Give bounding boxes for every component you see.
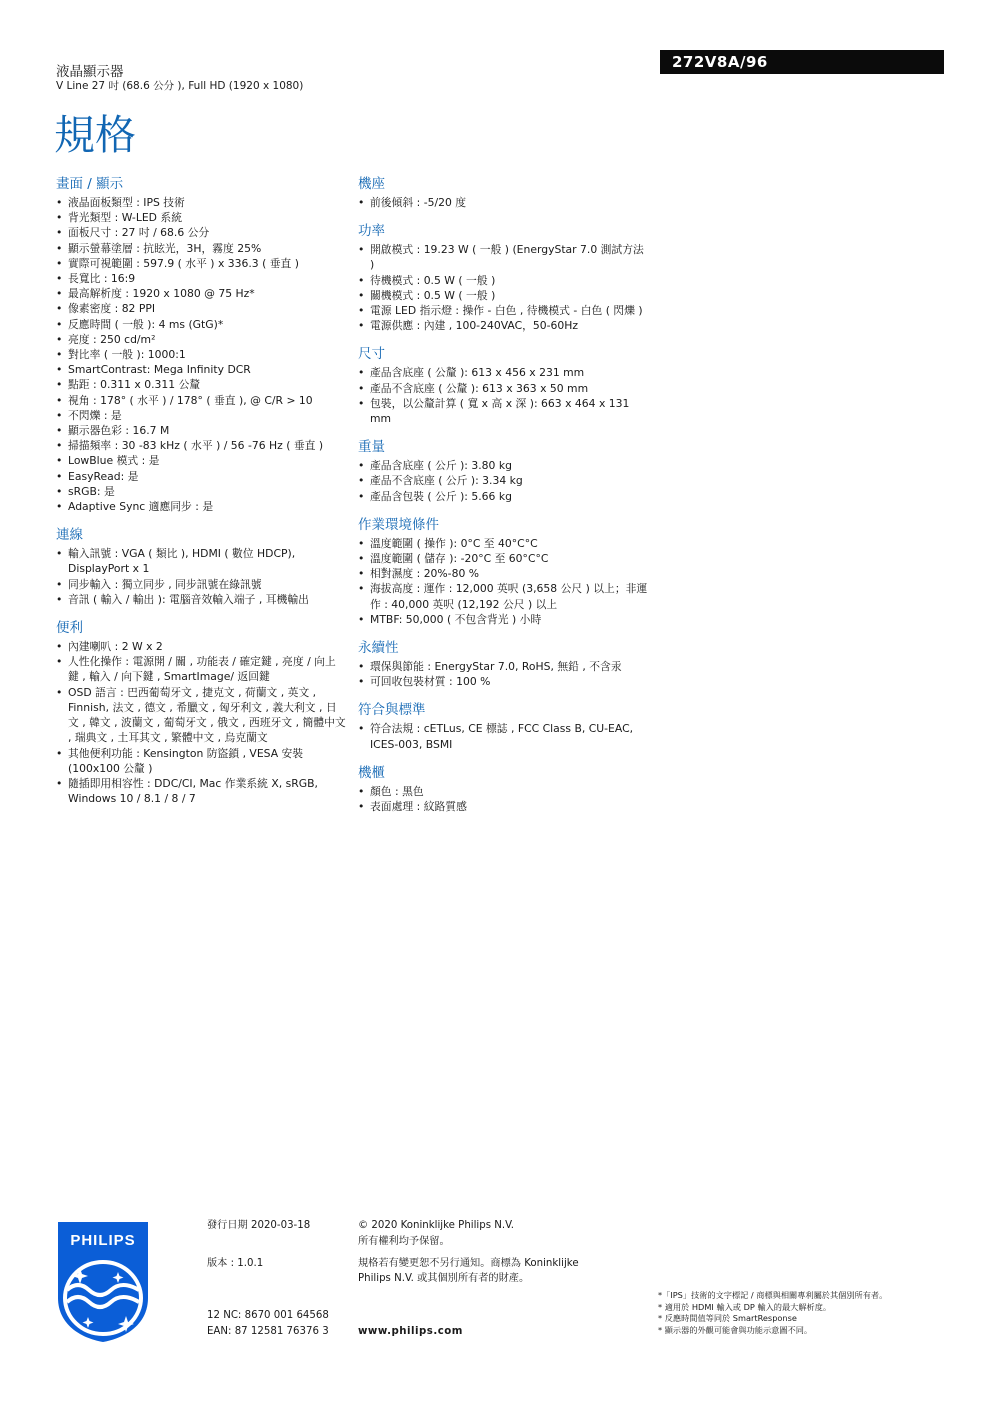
spec-section — [358, 702, 648, 751]
rights-reserved: 所有權利均予保留。 — [358, 1236, 450, 1247]
spec-item: • 溫度範圍 ( 操作 ): 0°C 至 40°C°C — [358, 536, 648, 551]
spec-item: • 液晶面板類型 : IPS 技術 — [56, 195, 346, 210]
spec-item: • EasyRead: 是 — [56, 469, 346, 484]
spec-item: • 前後傾斜 : -5/20 度 — [358, 195, 648, 210]
spec-item: • 電源供應 : 內建 , 100-240VAC，50-60Hz — [358, 318, 648, 333]
spec-section — [56, 176, 346, 514]
spec-item: • 內建喇叭 : 2 W x 2 — [56, 639, 346, 654]
website-link[interactable]: www.philips.com — [358, 1326, 463, 1337]
spec-list — [358, 659, 648, 689]
spec-item: • 顯示器色彩 : 16.7 M — [56, 423, 346, 438]
spec-item: • 長寬比 : 16:9 — [56, 271, 346, 286]
spec-item: • 顯示螢幕塗層 : 抗眩光，3H，霧度 25% — [56, 241, 346, 256]
spec-item: • MTBF: 50,000 ( 不包含背光 ) 小時 — [358, 612, 648, 627]
section-title: 符合與標準 — [358, 702, 426, 719]
spec-item: • 可回收包裝材質 : 100 % — [358, 674, 648, 689]
spec-item: • 溫度範圍 ( 儲存 ): -20°C 至 60°C°C — [358, 551, 648, 566]
spec-item: • 對比率 ( 一般 ): 1000:1 — [56, 347, 346, 362]
spec-list — [358, 195, 648, 210]
spec-item: • OSD 語言 : 巴西葡萄牙文 , 捷克文 , 荷蘭文 , 英文 , Finnish, 法文 , 德文 , 希臘文 , 匈牙利文 , 義大利文 , 日文 , 韓文 , 波蘭文 , 葡萄牙文 , 俄文 , 西班牙文 , 簡體中文 , 瑞典文 , 土耳其文 , 繁體中文 , 烏克蘭文 — [56, 685, 346, 746]
spec-list — [358, 536, 648, 627]
spec-item: • 符合法規 : cETLus, CE 標誌 , FCC Class B, CU-EAC, ICES-003, BSMI — [358, 721, 648, 751]
spec-item: • 顏色 : 黑色 — [358, 784, 648, 799]
page-title: 規格 — [54, 111, 136, 159]
spec-item: • SmartContrast: Mega Infinity DCR — [56, 362, 346, 377]
spec-item: • 其他便利功能 : Kensington 防盜鎖 , VESA 安裝 (100x100 公釐 ) — [56, 746, 346, 776]
spec-item: • 音訊 ( 輸入 / 輸出 ): 電腦音效輸入端子 , 耳機輸出 — [56, 592, 346, 607]
spec-item: • Adaptive Sync 適應同步 : 是 — [56, 499, 346, 514]
section-title: 尺寸 — [358, 346, 385, 363]
spec-section — [358, 176, 648, 210]
footnote: * 適用於 HDMI 輸入或 DP 輸入的最大解析度。 — [658, 1301, 832, 1312]
spec-item: • 反應時間 ( 一般 ): 4 ms (GtG)* — [56, 317, 346, 332]
version: 版本 : 1.0.1 — [207, 1258, 264, 1269]
product-type: 液晶顯示器 — [56, 64, 124, 80]
notice-line-2: Philips N.V. 或其個別所有者的財產。 — [358, 1273, 530, 1284]
copyright: © 2020 Koninklijke Philips N.V. — [358, 1220, 515, 1231]
spec-list — [358, 365, 648, 426]
section-title: 功率 — [358, 223, 385, 240]
spec-item: • 視角 : 178° ( 水平 ) / 178° ( 垂直 ), @ C/R > 10 — [56, 393, 346, 408]
spec-list — [358, 242, 648, 333]
section-title: 連線 — [56, 527, 83, 544]
logo-text: PHILIPS — [70, 1232, 136, 1249]
footnote: *「IPS」技術的文字標記 / 商標與相關專利屬於其個別所有者。 — [658, 1290, 888, 1300]
spec-list — [358, 784, 648, 814]
issue-date: 發行日期 2020-03-18 — [207, 1220, 311, 1231]
spec-item: • 開啟模式 : 19.23 W ( 一般 ) (EnergyStar 7.0 測試方法 ) — [358, 242, 648, 272]
spec-item: • 產品含底座 ( 公釐 ): 613 x 456 x 231 mm — [358, 365, 648, 380]
spec-item: • 隨插即用相容性 : DDC/CI, Mac 作業系統 X, sRGB, Windows 10 / 8.1 / 8 / 7 — [56, 776, 346, 806]
spec-item: • 表面處理 : 紋路質感 — [358, 799, 648, 814]
notice-line-1: 規格若有變更恕不另行通知。商標為 Koninklijke — [358, 1258, 579, 1269]
model-bar — [660, 50, 944, 74]
spec-section — [358, 223, 648, 333]
spec-item: • 同步輸入 : 獨立同步 , 同步訊號在綠訊號 — [56, 577, 346, 592]
section-title: 重量 — [358, 439, 385, 456]
spec-item: • 不閃爍 : 是 — [56, 408, 346, 423]
spec-item: • 包裝，以公釐計算 ( 寬 x 高 x 深 ): 663 x 464 x 131 mm — [358, 396, 648, 426]
philips-shield-icon — [56, 1220, 150, 1344]
nc-number: 12 NC: 8670 001 64568 — [207, 1310, 329, 1321]
spec-section — [358, 640, 648, 689]
spec-section — [358, 765, 648, 814]
section-title: 畫面 / 顯示 — [56, 176, 124, 192]
spec-item: • 產品不含底座 ( 公釐 ): 613 x 363 x 50 mm — [358, 381, 648, 396]
spec-item: • 相對濕度 : 20%-80 % — [358, 566, 648, 581]
spec-item: • 待機模式 : 0.5 W ( 一般 ) — [358, 273, 648, 288]
spec-item: • 關機模式 : 0.5 W ( 一般 ) — [358, 288, 648, 303]
spec-section — [358, 346, 648, 426]
spec-item: • 人性化操作 : 電源開 / 關 , 功能表 / 確定鍵 , 亮度 / 向上鍵 , 輸入 / 向下鍵 , SmartImage/ 返回鍵 — [56, 654, 346, 684]
ean-number: EAN: 87 12581 76376 3 — [207, 1326, 329, 1337]
spec-item: • 海拔高度 : 運作 : 12,000 英呎 (3,658 公尺 ) 以上；非運作 : 40,000 英呎 (12,192 公尺 ) 以上 — [358, 581, 648, 611]
spec-list — [56, 639, 346, 806]
spec-section — [56, 620, 346, 806]
footnote: * 反應時間值等同於 SmartResponse — [658, 1313, 797, 1323]
spec-column-right — [358, 176, 648, 827]
philips-logo — [56, 1220, 150, 1348]
footnotes — [658, 1290, 887, 1336]
spec-list — [56, 546, 346, 607]
footnote: * 顯示器的外觀可能會與功能示意圖不同。 — [658, 1324, 813, 1335]
spec-column-left — [56, 176, 346, 819]
spec-item: • 輸入訊號 : VGA ( 類比 ), HDMI ( 數位 HDCP), DisplayPort x 1 — [56, 546, 346, 576]
model-number: 272V8A/96 — [672, 53, 768, 71]
spec-list — [358, 721, 648, 751]
spec-item: • 最高解析度 : 1920 x 1080 @ 75 Hz* — [56, 286, 346, 301]
spec-list — [56, 195, 346, 514]
spec-section — [56, 527, 346, 607]
spec-item: • 產品含包裝 ( 公斤 ): 5.66 kg — [358, 489, 648, 504]
spec-item: • LowBlue 模式 : 是 — [56, 453, 346, 468]
spec-item: • 像素密度 : 82 PPI — [56, 301, 346, 316]
section-title: 作業環境條件 — [358, 516, 439, 533]
spec-item: • 點距 : 0.311 x 0.311 公釐 — [56, 377, 346, 392]
spec-item: • 背光類型 : W-LED 系統 — [56, 210, 346, 225]
spec-item: • 亮度 : 250 cd/m² — [56, 332, 346, 347]
spec-item: • 產品含底座 ( 公斤 ): 3.80 kg — [358, 458, 648, 473]
section-title: 機櫃 — [358, 764, 385, 781]
spec-list — [358, 458, 648, 504]
spec-item: • 電源 LED 指示燈 : 操作 - 白色 , 待機模式 - 白色 ( 閃爍 ) — [358, 303, 648, 318]
spec-item: • 掃描頻率 : 30 -83 kHz ( 水平 ) / 56 -76 Hz ( 垂直 ) — [56, 438, 346, 453]
spec-section — [358, 439, 648, 504]
section-title: 機座 — [358, 176, 385, 192]
product-subtitle: V Line 27 吋 (68.6 公分 ), Full HD (1920 x 1080) — [56, 80, 304, 92]
spec-item: • 環保與節能 : EnergyStar 7.0, RoHS, 無鉛 , 不含汞 — [358, 659, 648, 674]
spec-item: • 面板尺寸 : 27 吋 / 68.6 公分 — [56, 225, 346, 240]
section-title: 便利 — [56, 620, 83, 637]
spec-item: • 實際可視範圍 : 597.9 ( 水平 ) x 336.3 ( 垂直 ) — [56, 256, 346, 271]
spec-item: • sRGB: 是 — [56, 484, 346, 499]
spec-section — [358, 517, 648, 627]
spec-item: • 產品不含底座 ( 公斤 ): 3.34 kg — [358, 473, 648, 488]
section-title: 永續性 — [358, 640, 399, 657]
